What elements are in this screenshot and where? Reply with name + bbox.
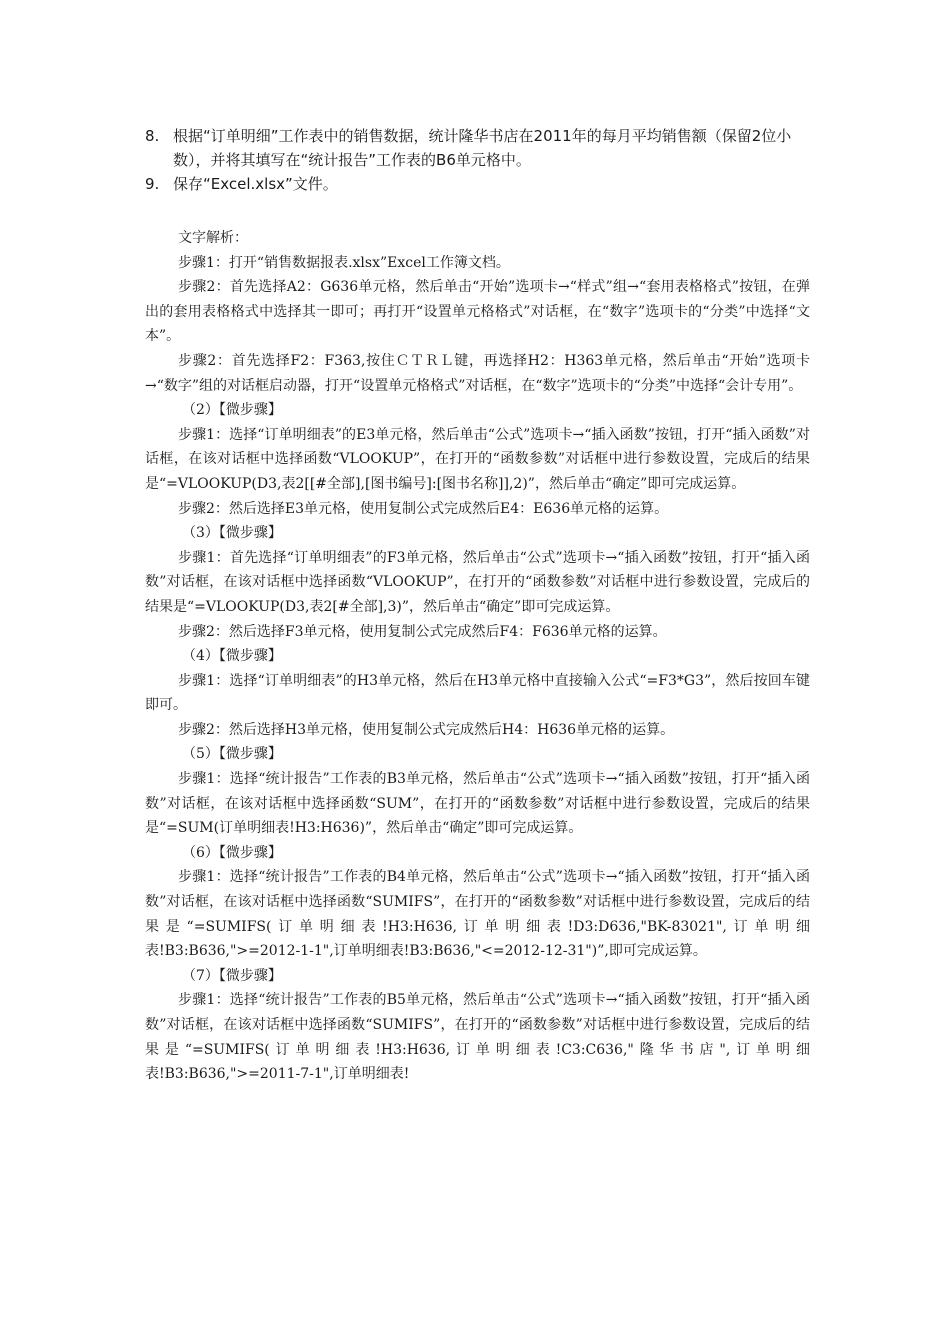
list-number: 8. bbox=[145, 127, 160, 145]
paragraph: 步骤1：选择“订单明细表”的E3单元格，然后单击“公式”选项卡→“插入函数”按钮，打开“插入函数”对话框，在该对话框中选择函数“VLOOKUP”，在打开的“函数参数”对话框中进行参数设置，完成后的结果是“=VLOOKUP(D3,表2[[#全部],[图书编号]:[图书名称]],2)”，然后单击“确定”即可完成运算。 bbox=[145, 426, 810, 492]
step-heading: （5）【微步骤】 bbox=[182, 746, 282, 763]
step-heading: （2）【微步骤】 bbox=[182, 402, 282, 419]
paragraph: 步骤2：首先选择F2：F363,按住ＣＴＲＬ键，再选择H2：H363单元格，然后单击“开始”选项卡→“数字”组的对话框启动器，打开“设置单元格格式”对话框，在“数字”选项卡的“分类”中选择“会计专用”。 bbox=[145, 352, 810, 394]
list-text: 根据“订单明细”工作表中的销售数据，统计隆华书店在2011年的每月平均销售额（保留2位小数），并将其填写在“统计报告”工作表的B6单元格中。 bbox=[173, 127, 792, 169]
paragraph: 步骤1：选择“统计报告”工作表的B3单元格，然后单击“公式”选项卡→“插入函数”按钮，打开“插入函数”对话框，在该对话框中选择函数“SUM”，在打开的“函数参数”对话框中进行参数设置，完成后的结果是“=SUM(订单明细表!H3:H636)”，然后单击“确定”即可完成运算。 bbox=[145, 771, 810, 837]
paragraph: 步骤1：选择“统计报告”工作表的B4单元格，然后单击“公式”选项卡→“插入函数”按钮，打开“插入函数”对话框，在该对话框中选择函数“SUMIFS”，在打开的“函数参数”对话框中进行参数设置，完成后的结果是“=SUMIFS(订单明细表!H3:H636,订单明细表!D3:D636,"BK-83021",订单明细表!B3:B636,">=2012-1-1",订单明细表!B3:B636,"<=2012-12-31")”,即可完成运算。 bbox=[145, 869, 810, 960]
paragraph: 步骤2：然后选择H3单元格，使用复制公式完成然后H4：H636单元格的运算。 bbox=[178, 721, 675, 738]
paragraph: 步骤1：首先选择“订单明细表”的F3单元格，然后单击“公式”选项卡→“插入函数”按钮，打开“插入函数”对话框，在该对话框中选择函数“VLOOKUP”，在打开的“函数参数”对话框中进行参数设置，完成后的结果是“=VLOOKUP(D3,表2[#全部],3)”，然后单击“确定”即可完成运算。 bbox=[145, 549, 810, 615]
step-heading: （3）【微步骤】 bbox=[182, 525, 282, 542]
analysis-heading: 文字解析： bbox=[178, 230, 248, 246]
list-text: 保存“Excel.xlsx”文件。 bbox=[173, 175, 338, 193]
paragraph: 步骤1：打开“销售数据报表.xlsx”Excel工作簿文档。 bbox=[178, 254, 510, 271]
paragraph: 步骤1：选择“统计报告”工作表的B5单元格，然后单击“公式”选项卡→“插入函数”按钮，打开“插入函数”对话框，在该对话框中选择函数“SUMIFS”，在打开的“函数参数”对话框中进行参数设置，完成后的结果是“=SUMIFS(订单明细表!H3:H636,订单明细表!C3:C636,"隆华书店",订单明细表!B3:B636,">=2011-7-1",订单明细表! bbox=[145, 992, 810, 1083]
step-heading: （7）【微步骤】 bbox=[182, 967, 282, 984]
list-item bbox=[145, 124, 810, 172]
step-heading: （6）【微步骤】 bbox=[182, 844, 282, 861]
list-item bbox=[145, 172, 810, 196]
analysis-paragraphs bbox=[145, 251, 810, 1087]
paragraph: 步骤1：选择“订单明细表”的H3单元格，然后在H3单元格中直接输入公式“=F3*G3”，然后按回车键即可。 bbox=[145, 672, 810, 714]
task-list bbox=[145, 124, 810, 196]
list-number: 9. bbox=[145, 175, 160, 193]
step-heading: （4）【微步骤】 bbox=[182, 648, 282, 665]
paragraph: 步骤2：然后选择E3单元格，使用复制公式完成然后E4：E636单元格的运算。 bbox=[178, 500, 669, 517]
paragraph: 步骤2：然后选择F3单元格，使用复制公式完成然后F4：F636单元格的运算。 bbox=[178, 623, 667, 640]
analysis-section bbox=[145, 226, 810, 1087]
paragraph: 步骤2：首先选择A2：G636单元格，然后单击“开始”选项卡→“样式”组→“套用表格格式”按钮，在弹出的套用表格格式中选择其一即可；再打开“设置单元格格式”对话框，在“数字”选项卡的“分类”中选择“文本”。 bbox=[145, 279, 810, 345]
